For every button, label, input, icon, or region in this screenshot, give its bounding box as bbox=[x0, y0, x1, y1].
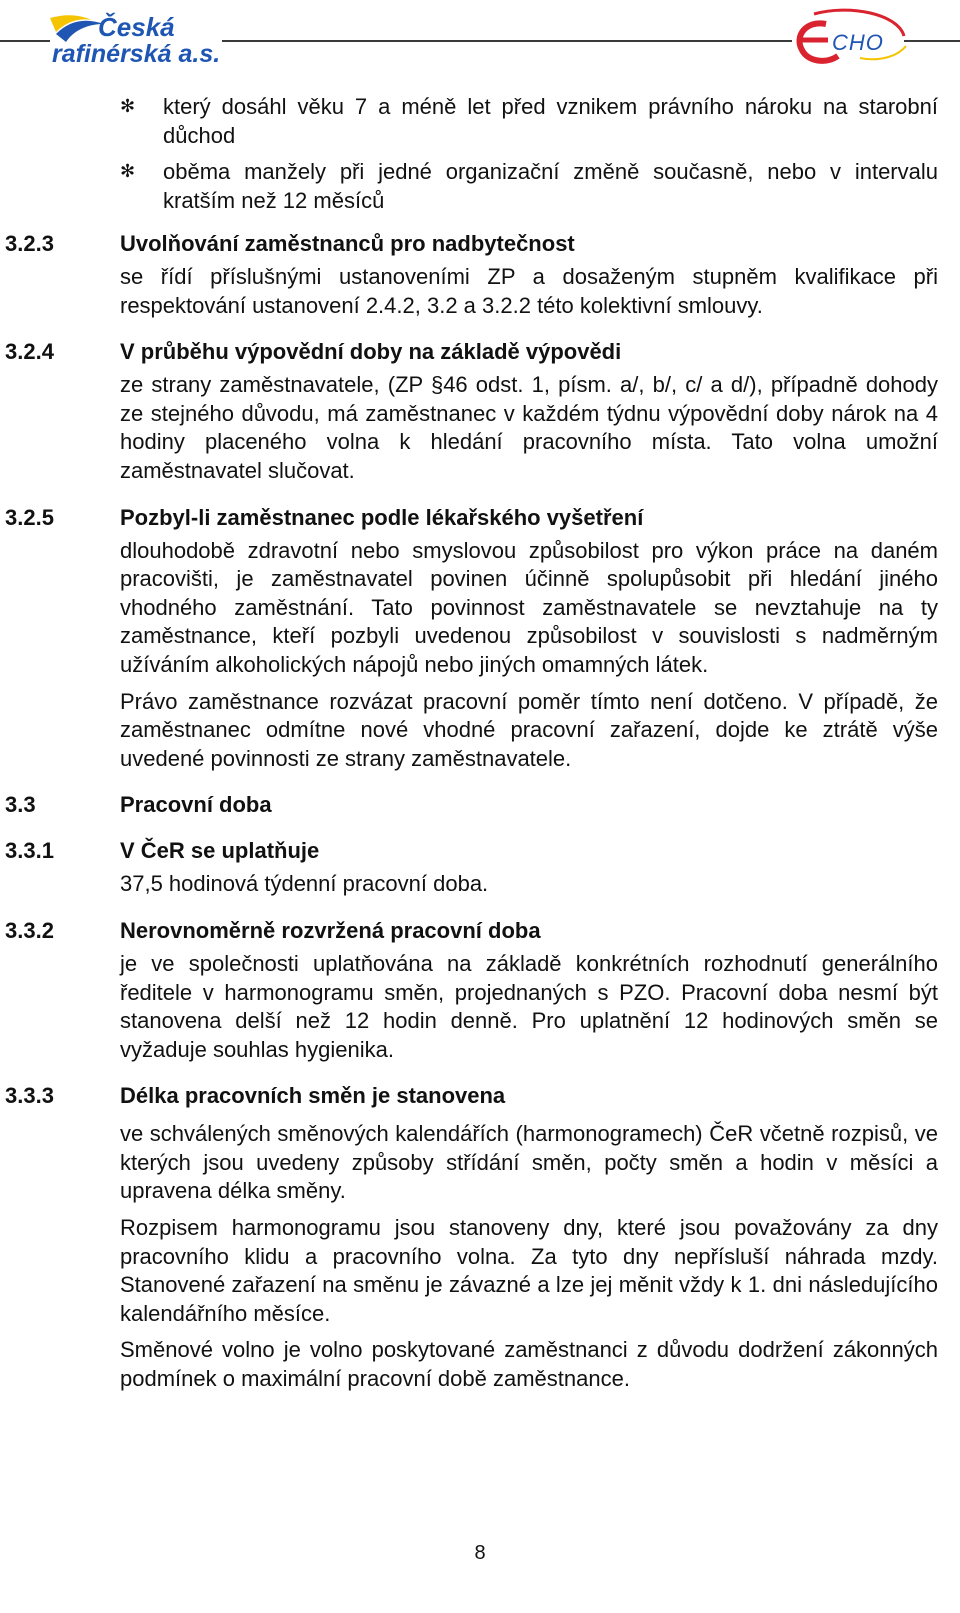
page-number: 8 bbox=[474, 1542, 486, 1564]
section-heading: Pozbyl-li zaměstnanec podle lékařského vyšetření bbox=[120, 504, 644, 530]
section-paragraph: je ve společnosti uplatňována na základě konkrétních rozhodnutí generálního ředitele v harmonogramu směn, projednaných s PZO. Pracovní doba nesmí být stanovena delší než 12 hodin denně. Pro uplatnění 12 hodinových směn se vyžaduje souhlas hygienika. bbox=[120, 950, 938, 1062]
page-header bbox=[0, 0, 960, 80]
logo-text-line1: Česká bbox=[98, 12, 175, 42]
section-paragraph: Rozpisem harmonogramu jsou stanoveny dny, které jsou považovány za dny pracovního klidu a pracovního volna. Za tyto dny nepřísluší náhrada mzdy. Stanovené zařazení na směnu je závazné a lze jej měnit vždy k 1. dni následujícího kalendářního měsíce. bbox=[120, 1215, 938, 1326]
ceska-rafinerska-logo bbox=[48, 10, 223, 70]
section-heading: Uvolňování zaměstnanců pro nadbytečnost bbox=[120, 231, 575, 256]
section-heading: V průběhu výpovědní doby na základě výpovědi bbox=[120, 339, 622, 365]
section-paragraph: 37,5 hodinová týdenní pracovní doba. bbox=[120, 871, 489, 897]
section-number: 3.3.3 bbox=[5, 1083, 54, 1109]
section-3-3-2 bbox=[0, 916, 960, 1064]
list-item-text: který dosáhl věku 7 a méně let před vznikem právního nároku na starobní důchod bbox=[163, 94, 938, 148]
section-3-3-3 bbox=[0, 1081, 960, 1393]
section-number: 3.2.5 bbox=[5, 504, 54, 530]
list-item bbox=[0, 92, 960, 150]
echo-logo bbox=[790, 6, 910, 70]
section-paragraph: Směnové volno je volno poskytované zaměstnanci z důvodu dodržení zákonných podmínek o maximální pracovní době zaměstnance. bbox=[120, 1337, 938, 1392]
section-paragraph: dlouhodobě zdravotní nebo smyslovou způsobilost pro výkon práce na daném pracovišti, je zaměstnavatel povinen účinně spolupůsobit při hledání jiného vhodného zaměstnání. Tato povinnost zaměstnavatele se nevztahuje na ty zaměstnance, kteří pozbyli uvedenou způsobilost v souvislosti s nadměrným užíváním alkoholických nápojů nebo jiných omamných látek. bbox=[120, 537, 938, 677]
section-3-3-1 bbox=[0, 836, 960, 899]
logo-text-line2: rafinérská a.s. bbox=[52, 40, 221, 68]
section-paragraph: Právo zaměstnance rozvázat pracovní poměr tímto není dotčeno. V případě, že zaměstnanec odmítne nové vhodné pracovní zařazení, dojde ke ztrátě výše uvedené povinnosti ze strany zaměstnavatele. bbox=[120, 688, 938, 771]
section-3-2-3 bbox=[0, 229, 960, 320]
header-rule-middle bbox=[222, 40, 792, 42]
asterisk-bullet-icon: ✻ bbox=[120, 96, 136, 116]
section-3-2-4 bbox=[0, 337, 960, 485]
section-number: 3.2.3 bbox=[5, 231, 54, 256]
section-heading: V ČeR se uplatňuje bbox=[120, 838, 320, 864]
list-item bbox=[0, 157, 960, 215]
section-paragraph: ze strany zaměstnavatele, (ZP §46 odst. 1, písm. a/, b/, c/ a d/), případně dohody ze stejného důvodu, má zaměstnanec v každém týdnu výpovědní doby nárok na 4 hodiny placeného volna k hledání pracovního místa. Tato volna umožní zaměstnavatel slučovat. bbox=[120, 372, 938, 483]
section-number: 3.3.1 bbox=[5, 838, 54, 864]
asterisk-bullet-icon: ✻ bbox=[120, 161, 136, 181]
echo-logo-text: CHO bbox=[832, 30, 884, 55]
header-rule-left bbox=[0, 40, 50, 42]
section-number: 3.3.2 bbox=[5, 917, 54, 943]
header-rule-right bbox=[904, 40, 960, 42]
list-item-text: oběma manžely při jedné organizační změně současně, nebo v intervalu kratším než 12 měsíců bbox=[163, 159, 938, 213]
section-3-2-5 bbox=[0, 503, 960, 774]
section-heading: Délka pracovních směn je stanovena bbox=[120, 1083, 506, 1109]
document-body bbox=[0, 92, 960, 1394]
section-number: 3.2.4 bbox=[5, 339, 54, 365]
section-3-3 bbox=[0, 790, 960, 819]
section-paragraph: se řídí příslušnými ustanoveními ZP a dosaženým stupněm kvalifikace při respektování ustanovení 2.4.2, 3.2 a 3.2.2 této kolektivní smlouvy. bbox=[120, 264, 938, 318]
section-heading: Pracovní doba bbox=[120, 792, 272, 818]
section-number: 3.3 bbox=[5, 792, 36, 818]
section-heading: Nerovnoměrně rozvržená pracovní doba bbox=[120, 917, 541, 943]
section-paragraph: ve schválených směnových kalendářích (harmonogramech) ČeR včetně rozpisů, ve kterých jsou uvedeny způsoby střídání směn, počty směn a hodin v měsíci a upravena délka směny. bbox=[120, 1121, 938, 1204]
